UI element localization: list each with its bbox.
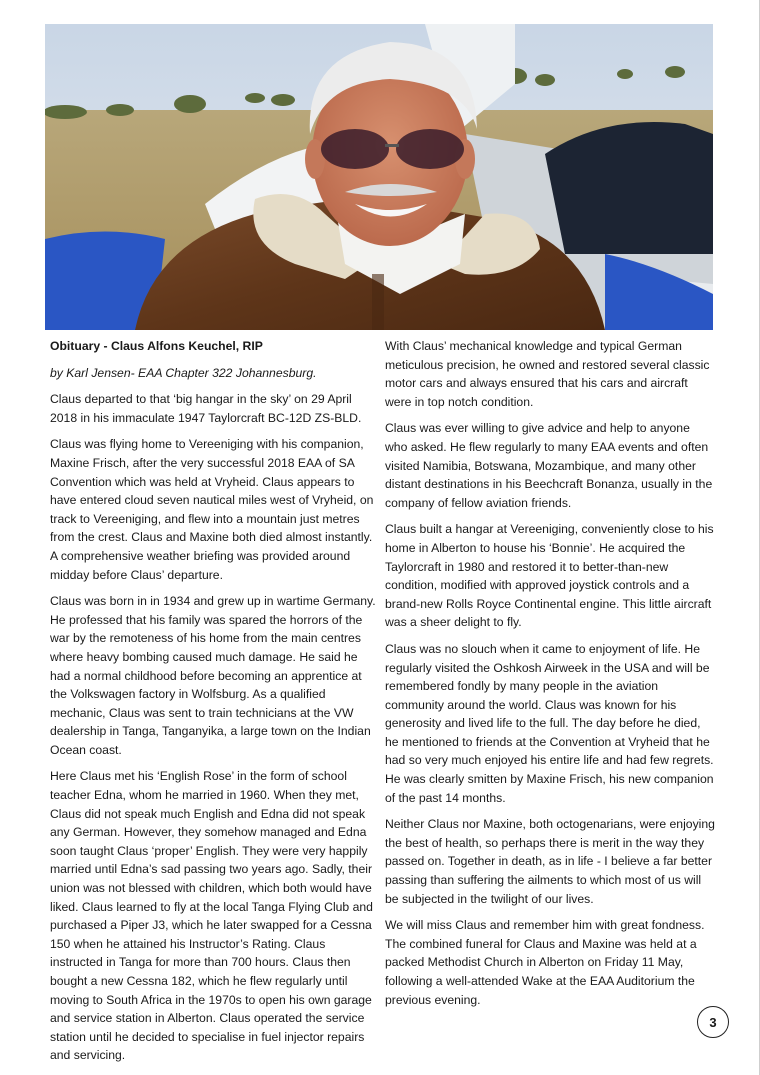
article-paragraph: Claus built a hangar at Vereeniging, conveniently close to his home in Alberton to house his ‘Bonnie’. He acquired the Taylorcraft in 1980 and restored it to better-than-new condition, modified with approved joystick controls and a brand-new Rolls Royce Continental engine. This little aircraft was a sheer delight to fly. [385,522,714,630]
article-title: Obituary - Claus Alfons Keuchel, RIP [50,339,263,353]
article-left-column [50,337,380,1073]
article-paragraph: Claus was no slouch when it came to enjoyment of life. He regularly visited the Oshkosh Airweek in the USA and will be remembered fondly by many people in the aviation community around the world. Claus was known for his generosity and lived life to the full. The day before he died, he mentioned to friends at the Convention at Vryheid that he had so very much enjoyed his entire life and had few regrets. He was clearly smitten by Maxine Frisch, his new companion of the past 14 months. [385,641,714,805]
article-right-column [385,337,715,1017]
article-paragraph: We will miss Claus and remember him with great fondness. The combined funeral for Claus and Maxine was held at a packed Methodist Church in Alberton on Friday 11 May, following a well-attended Wake at the EAA Auditorium the previous evening. [385,918,705,1007]
article-paragraph: Neither Claus nor Maxine, both octogenarians, were enjoying the best of health, so perhaps there is merit in the way they passed on. Together in death, as in life - I believe a far better passing than suffering the ailments to which most of us will be subjected in the twilight of our lives. [385,817,715,906]
article-byline: by Karl Jensen- EAA Chapter 322 Johannesburg. [50,365,317,380]
portrait-photo [45,24,713,330]
article-paragraph: Here Claus met his ‘English Rose’ in the form of school teacher Edna, whom he married in 1960. When they met, Claus did not speak much English and Edna did not speak any German. However, they somehow managed and Edna soon taught Claus ‘proper’ English. They were very happily married until Edna’s sad passing two years ago. Sadly, their union was not blessed with children, which both would have liked. Claus learned to fly at the local Tanga Flying Club and purchased a Piper J3, which he later swapped for a Cessna 150 when he attained his Instructor’s Rating. Claus instructed in Tanga for more than 700 hours. Claus then bought a new Cessna 182, which he flew regularly until moving to South Africa in the 1970s to open his own garage and service station in Alberton. Claus operated the service station until he decided to specialise in fuel injector repairs and servicing. [50,769,373,1063]
page-number: 3 [697,1006,729,1038]
article-paragraph: Claus was born in in 1934 and grew up in wartime Germany. He professed that his family was spared the horrors of the war by the remoteness of his home from the main centres where heavy bombing caused much damage. He said he had a normal childhood before becoming an apprentice at the Volkswagen factory in Wolfsburg. As a qualified mechanic, Claus was sent to train technicians at the VW dealership in Tanga, Tanganyika, a large town on the Indian Ocean coast. [50,594,376,757]
article-paragraph: With Claus’ mechanical knowledge and typical German meticulous precision, he owned and restored several classic motor cars and always ensured that his cars and aircraft were in top notch condition. [385,339,710,409]
article-paragraph: Claus departed to that ‘big hangar in the sky’ on 29 April 2018 in his immaculate 1947 Taylorcraft BC-12D ZS-BLD. [50,392,362,425]
article-paragraph: Claus was flying home to Vereeniging with his companion, Maxine Frisch, after the very successful 2018 EAA of SA Convention which was held at Vryheid. Claus appears to have entered cloud seven nautical miles west of Vryheid, on track to Vereeniging, and flew into a mountain just metres from the crest. Claus and Maxine both died almost instantly. A comprehensive weather briefing was provided around midday before Claus’ departure. [50,437,374,582]
article-paragraph: Claus was ever willing to give advice and help to anyone who asked. He flew regularly to many EAA events and often visited Namibia, Botswana, Mozambique, and many other distant destinations in his Beechcraft Bonanza, usually in the company of fellow aviation friends. [385,421,713,510]
